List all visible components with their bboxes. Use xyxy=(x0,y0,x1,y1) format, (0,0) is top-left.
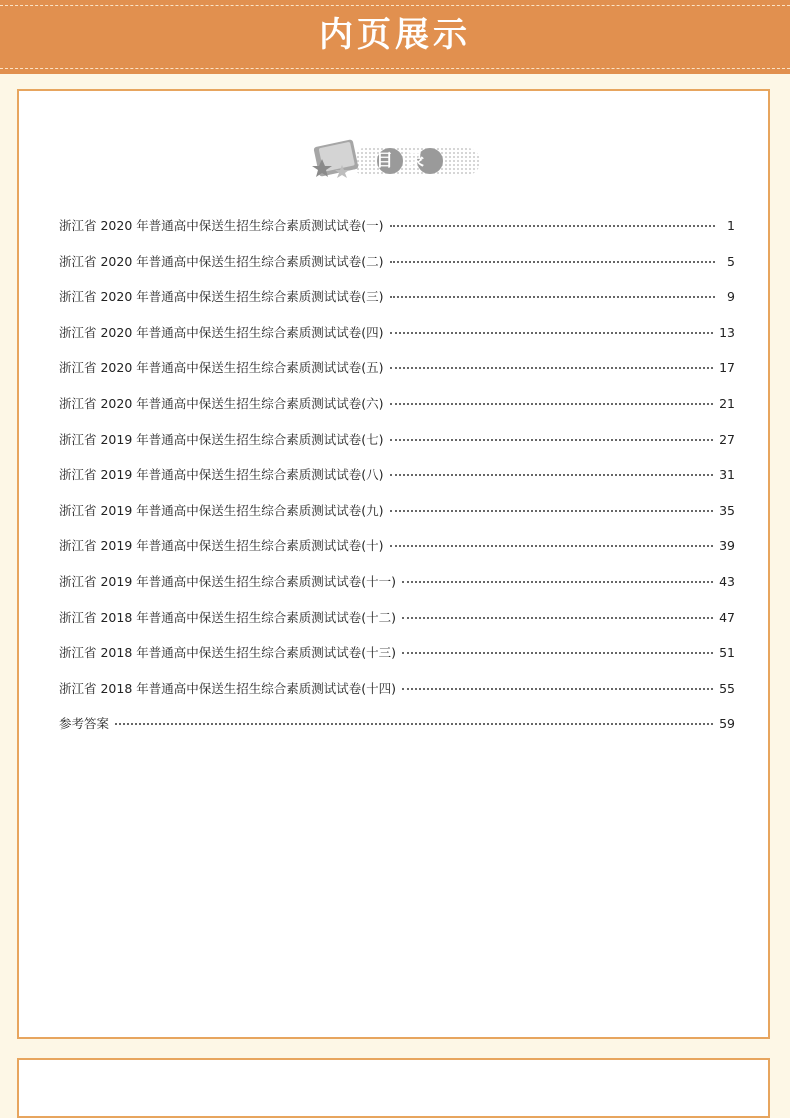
toc-entry-title: 浙江省 2019 年普通高中保送生招生综合素质测试试卷(十一) xyxy=(59,573,397,589)
toc-entry-title: 参考答案 xyxy=(59,716,110,732)
toc-entry[interactable] xyxy=(59,323,735,359)
toc-entry-page: 51 xyxy=(719,645,735,661)
dot-leader xyxy=(402,581,713,583)
toc-entry[interactable] xyxy=(59,252,735,288)
dot-leader xyxy=(390,332,714,334)
banner-bottom-dashline xyxy=(0,68,790,69)
toc-entry-page: 27 xyxy=(719,431,735,447)
dot-leader xyxy=(390,510,714,512)
dot-leader xyxy=(390,261,715,263)
toc-entry-page: 55 xyxy=(719,680,735,696)
toc-entry[interactable] xyxy=(59,608,735,644)
toc-entry-page: 13 xyxy=(719,324,735,340)
toc-page-panel xyxy=(17,89,770,1039)
dot-leader xyxy=(402,688,713,690)
toc-entry[interactable] xyxy=(59,643,735,679)
toc-entry-title: 浙江省 2018 年普通高中保送生招生综合素质测试试卷(十二) xyxy=(59,609,397,625)
dot-leader xyxy=(390,367,714,369)
dot-leader xyxy=(390,225,715,227)
toc-entry-title: 浙江省 2019 年普通高中保送生招生综合素质测试试卷(十) xyxy=(59,538,384,554)
toc-entry[interactable] xyxy=(59,216,735,252)
header-banner xyxy=(0,0,790,74)
dot-leader xyxy=(390,545,714,547)
toc-entry-page: 9 xyxy=(727,289,735,305)
toc-entry-page: 35 xyxy=(719,502,735,518)
toc-entry-title: 浙江省 2020 年普通高中保送生招生综合素质测试试卷(五) xyxy=(59,360,384,376)
toc-entry-page: 17 xyxy=(719,360,735,376)
dot-leader xyxy=(390,439,714,441)
toc-entry-page: 1 xyxy=(727,218,735,233)
toc-entry-page: 31 xyxy=(719,467,735,483)
dot-leader xyxy=(390,474,714,476)
toc-entry-title: 浙江省 2020 年普通高中保送生招生综合素质测试试卷(四) xyxy=(59,324,384,340)
toc-header xyxy=(312,139,482,183)
dot-leader xyxy=(115,723,713,725)
dot-leader xyxy=(390,403,714,405)
toc-entry[interactable] xyxy=(59,430,735,466)
toc-entry-page: 47 xyxy=(719,609,735,625)
toc-entry-title: 浙江省 2019 年普通高中保送生招生综合素质测试试卷(七) xyxy=(59,431,384,447)
toc-entry-title: 浙江省 2018 年普通高中保送生招生综合素质测试试卷(十四) xyxy=(59,680,397,696)
toc-entry-title: 浙江省 2020 年普通高中保送生招生综合素质测试试卷(三) xyxy=(59,289,384,305)
toc-entry[interactable] xyxy=(59,572,735,608)
dot-leader xyxy=(390,296,715,298)
toc-entry[interactable] xyxy=(59,501,735,537)
toc-entry-page: 59 xyxy=(719,716,735,732)
toc-entry[interactable] xyxy=(59,679,735,715)
toc-entry[interactable] xyxy=(59,358,735,394)
toc-entry-page: 43 xyxy=(719,573,735,589)
toc-entry[interactable] xyxy=(59,465,735,501)
toc-list xyxy=(59,216,735,750)
toc-entry[interactable] xyxy=(59,287,735,323)
toc-entry[interactable] xyxy=(59,714,735,750)
banner-top-dashline xyxy=(0,5,790,6)
dot-leader xyxy=(402,617,713,619)
toc-entry-title: 浙江省 2019 年普通高中保送生招生综合素质测试试卷(八) xyxy=(59,467,384,483)
toc-entry-title: 浙江省 2019 年普通高中保送生招生综合素质测试试卷(九) xyxy=(59,502,384,518)
toc-entry[interactable] xyxy=(59,394,735,430)
toc-entry-title: 浙江省 2018 年普通高中保送生招生综合素质测试试卷(十三) xyxy=(59,645,397,661)
toc-entry-page: 39 xyxy=(719,538,735,554)
toc-entry[interactable] xyxy=(59,536,735,572)
next-page-panel xyxy=(17,1058,770,1118)
dot-leader xyxy=(402,652,713,654)
toc-entry-title: 浙江省 2020 年普通高中保送生招生综合素质测试试卷(六) xyxy=(59,395,384,411)
toc-entry-title: 浙江省 2020 年普通高中保送生招生综合素质测试试卷(二) xyxy=(59,253,384,269)
toc-entry-title: 浙江省 2020 年普通高中保送生招生综合素质测试试卷(一) xyxy=(59,218,384,233)
toc-entry-page: 5 xyxy=(727,253,735,269)
toc-heading: 目录 xyxy=(376,151,438,171)
page-title: 内页展示 xyxy=(319,15,471,55)
toc-entry-page: 21 xyxy=(719,395,735,411)
